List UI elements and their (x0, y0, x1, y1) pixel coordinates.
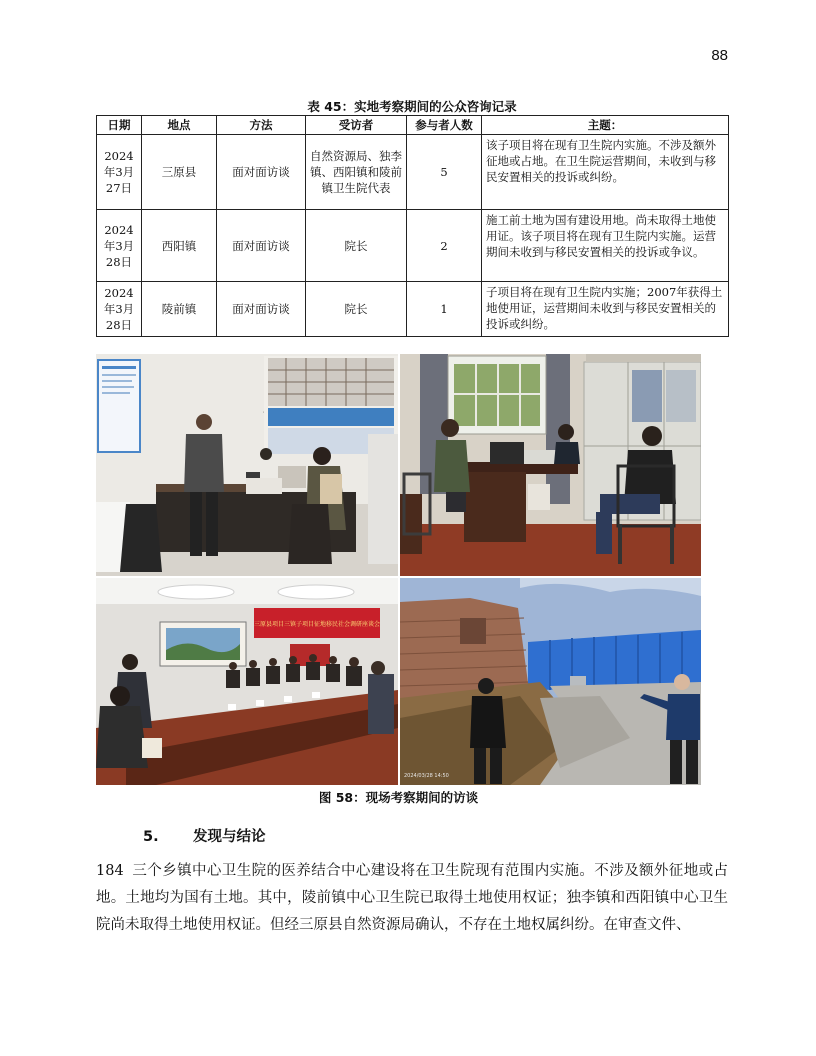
table-row (97, 210, 729, 282)
header-method: 方法 (217, 116, 306, 135)
body-paragraph (96, 858, 728, 939)
photo-collage (96, 354, 701, 785)
cell-topic: 该子项目将在现有卫生院内实施。不涉及额外征地或占地。在卫生院运营期间，未收到与移民安置相关的投诉或纠纷。 (482, 135, 729, 210)
photo-meeting-room (96, 578, 398, 785)
figure-caption: 图 58：现场考察期间的访谈 (318, 790, 479, 805)
section-number: 5. (143, 829, 159, 845)
cell-interviewee: 自然资源局、独李镇、西阳镇和陵前镇卫生院代表 (306, 135, 407, 210)
photo-timestamp: 2024/03/28 14:50 (404, 773, 449, 779)
table-caption: 表 45：实地考察期间的公众咨询记录 (307, 99, 517, 114)
page-number: 88 (711, 47, 728, 64)
photo-health-center-interview (400, 354, 701, 576)
table-row (97, 282, 729, 337)
photo-site-visit (400, 578, 701, 785)
paragraph-number: 184 (96, 863, 124, 879)
cell-location: 西阳镇 (142, 210, 217, 282)
cell-date: 2024年3月28日 (97, 282, 142, 337)
photo-office-interview (96, 354, 398, 576)
header-location: 地点 (142, 116, 217, 135)
cell-date: 2024年3月28日 (97, 210, 142, 282)
section-title: 发现与结论 (193, 829, 266, 845)
cell-interviewee: 院长 (306, 210, 407, 282)
header-participants: 参与者人数 (407, 116, 482, 135)
paragraph-text: 三个乡镇中心卫生院的医养结合中心建设将在卫生院现有范围内实施。不涉及额外征地或占地。土地均为国有土地。其中，陵前镇中心卫生院已取得土地使用权证；独李镇和西阳镇中心卫生院尚未取得土地使用权证。但经三原县自然资源局确认，不存在土地权属纠纷。在审查文件、 (96, 863, 728, 933)
section-heading (143, 825, 266, 846)
cell-participants: 5 (407, 135, 482, 210)
cell-method: 面对面访谈 (217, 135, 306, 210)
header-topic: 主题： (482, 116, 729, 135)
table-row (97, 135, 729, 210)
cell-participants: 2 (407, 210, 482, 282)
cell-topic: 施工前土地为国有建设用地。尚未取得土地使用证。该子项目将在现有卫生院内实施。运营期间未收到与移民安置相关的投诉或争议。 (482, 210, 729, 282)
cell-interviewee: 院长 (306, 282, 407, 337)
header-date: 日期 (97, 116, 142, 135)
cell-date: 2024年3月27日 (97, 135, 142, 210)
table-header-row (97, 116, 729, 135)
cell-participants: 1 (407, 282, 482, 337)
header-interviewee: 受访者 (306, 116, 407, 135)
cell-method: 面对面访谈 (217, 210, 306, 282)
meeting-banner-text: 三原县项目三镇子项目征地移民社会调研座谈会 (253, 621, 381, 628)
cell-topic: 子项目将在现有卫生院内实施；2007年获得土地使用证，运营期间未收到与移民安置相关的投诉或纠纷。 (482, 282, 729, 337)
cell-method: 面对面访谈 (217, 282, 306, 337)
cell-location: 陵前镇 (142, 282, 217, 337)
cell-location: 三原县 (142, 135, 217, 210)
consultation-table (96, 115, 729, 337)
